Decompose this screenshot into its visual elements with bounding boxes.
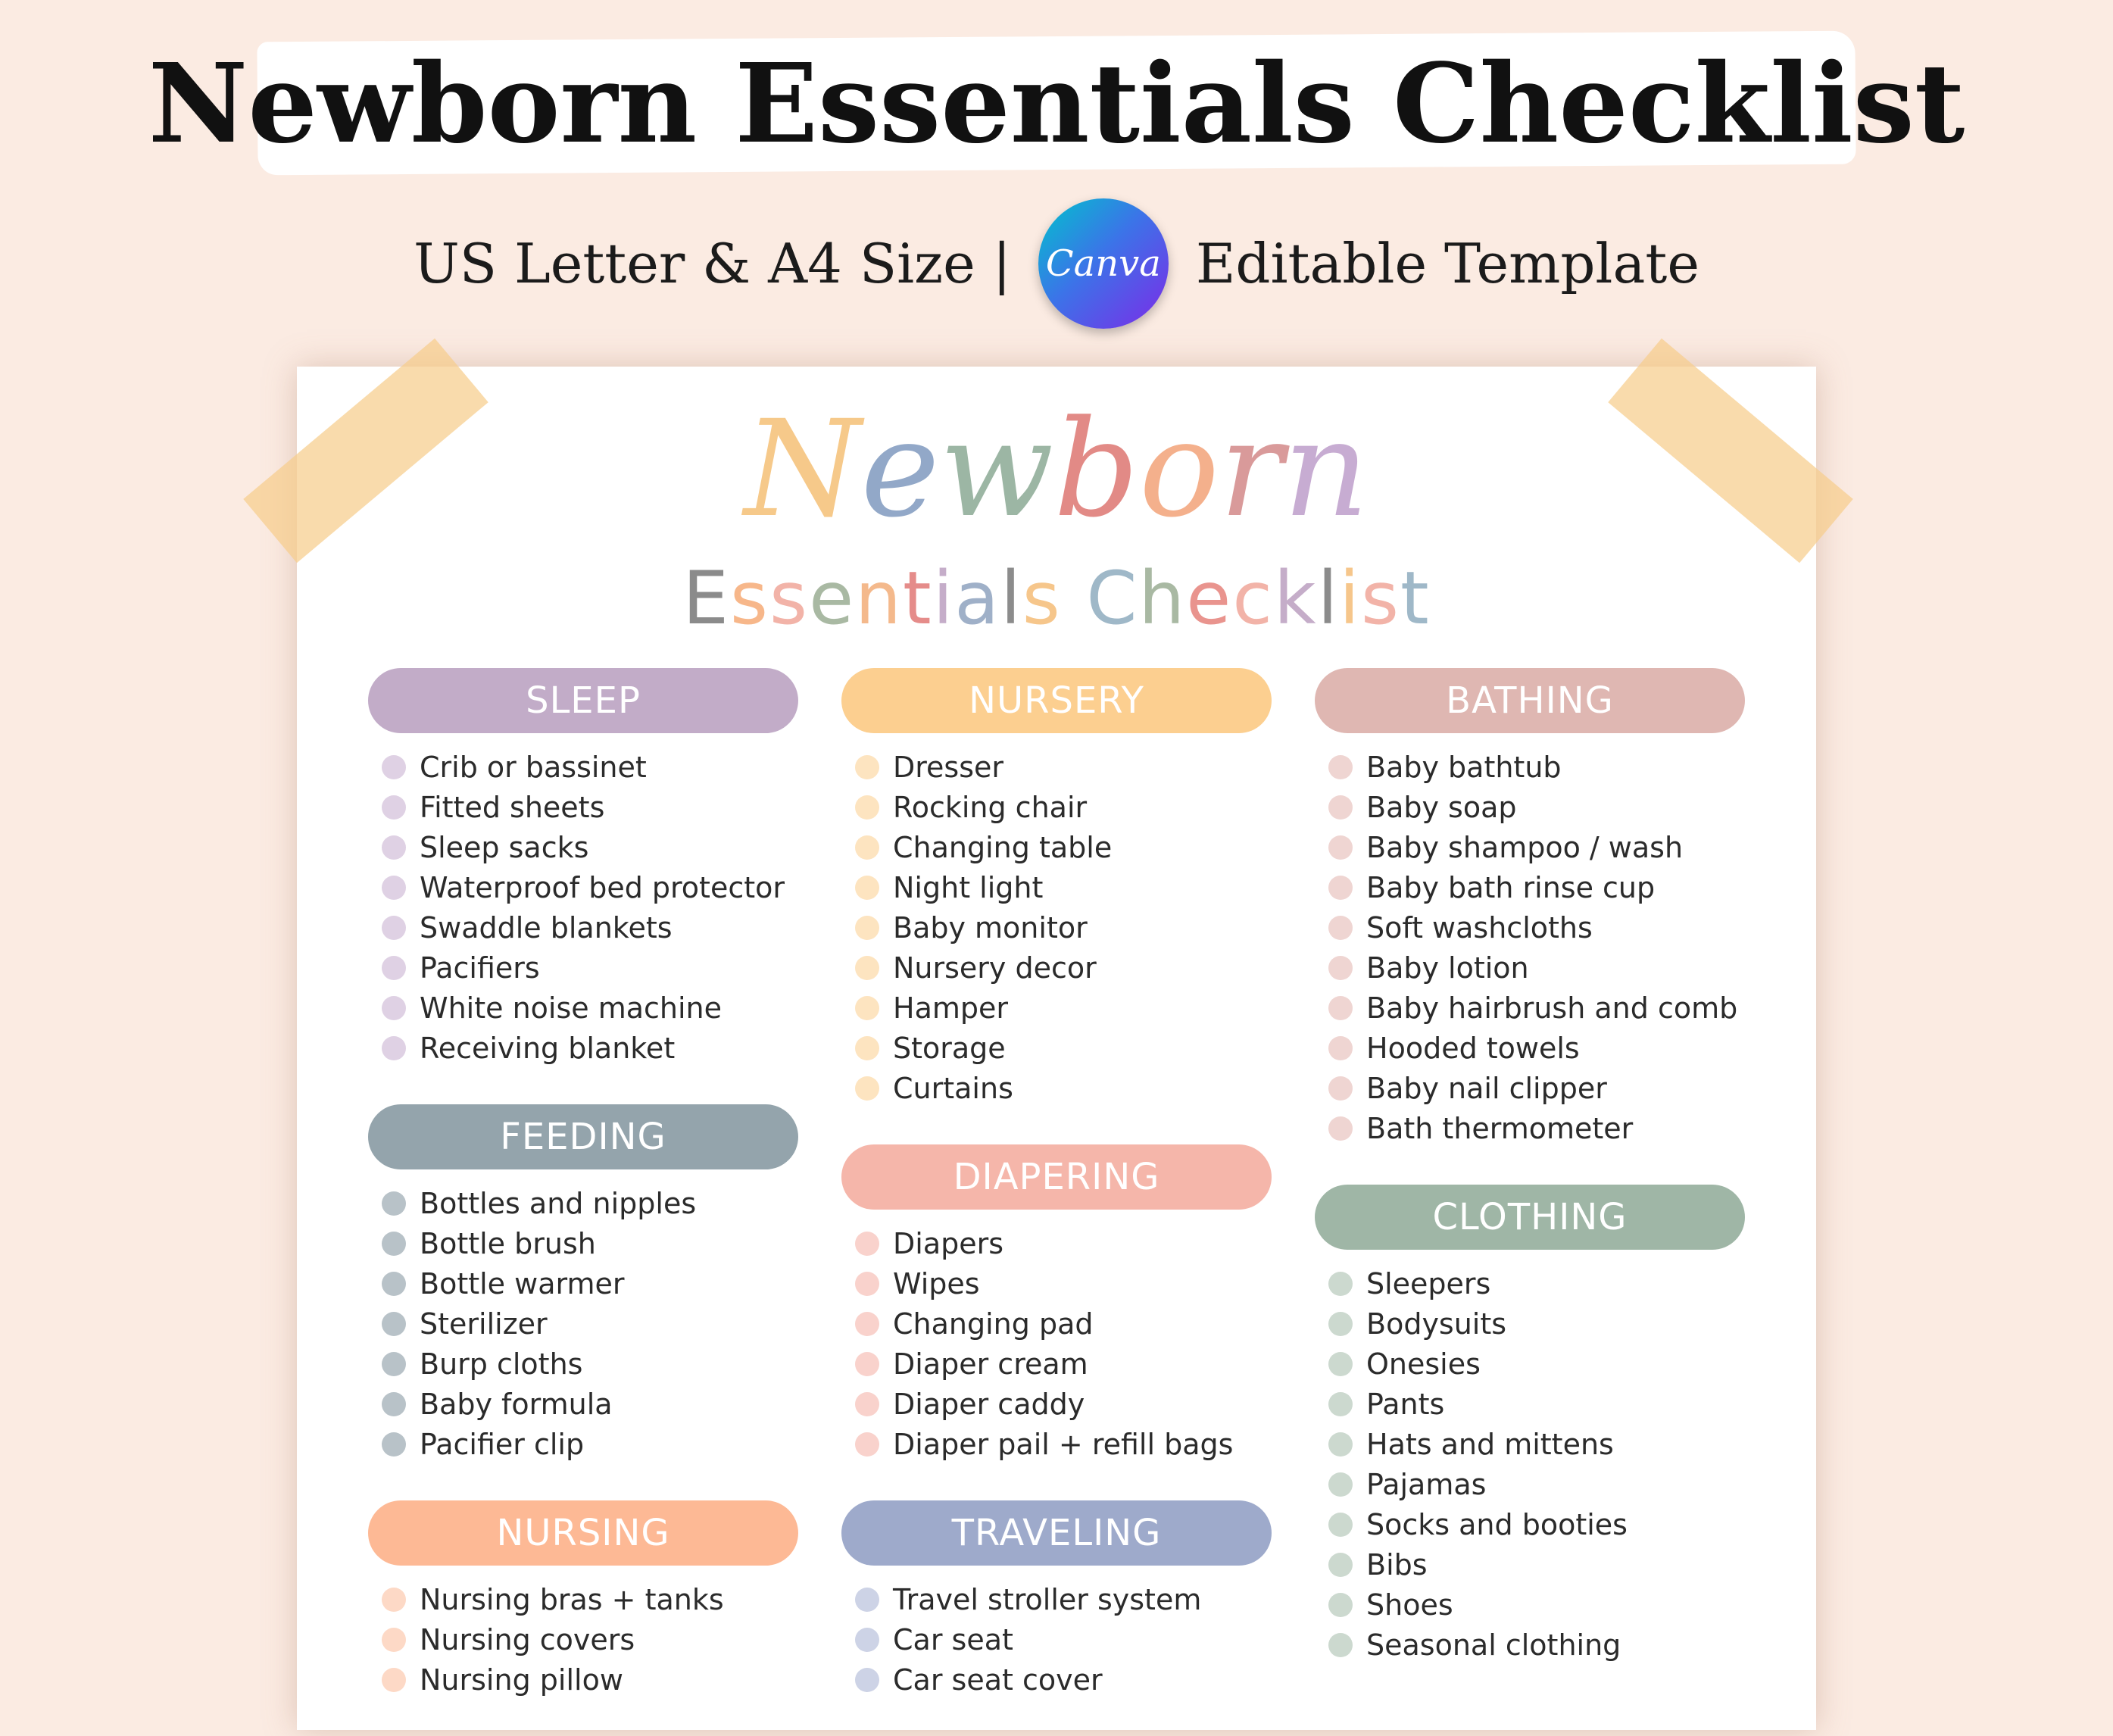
subtitle-row bbox=[0, 195, 2113, 332]
checklist-item-label: Bottle brush bbox=[420, 1226, 596, 1260]
checklist-item bbox=[855, 1579, 1272, 1619]
checkbox-circle-icon[interactable] bbox=[382, 1668, 406, 1692]
checklist-item-label: Changing table bbox=[893, 830, 1113, 864]
checkbox-circle-icon[interactable] bbox=[855, 835, 879, 860]
subtitle-letter: s bbox=[1360, 556, 1400, 641]
checklist-item-label: Burp cloths bbox=[420, 1347, 583, 1381]
checklist-item bbox=[382, 1579, 798, 1619]
checklist-item-label: Pacifiers bbox=[420, 951, 540, 985]
checklist-item-label: Seasonal clothing bbox=[1366, 1628, 1621, 1662]
checklist-item-label: Night light bbox=[893, 870, 1044, 904]
checkbox-circle-icon[interactable] bbox=[382, 1272, 406, 1296]
checklist-item-label: Shoes bbox=[1366, 1588, 1453, 1622]
checklist-item bbox=[382, 1304, 798, 1344]
checklist-items bbox=[1315, 747, 1745, 1148]
checklist-item bbox=[855, 1263, 1272, 1304]
checklist-item bbox=[1328, 1504, 1745, 1544]
checklist-item bbox=[1328, 1424, 1745, 1464]
script-title-letter: n bbox=[1283, 392, 1369, 547]
checkbox-circle-icon[interactable] bbox=[382, 755, 406, 779]
checkbox-circle-icon[interactable] bbox=[382, 795, 406, 820]
checklist-item bbox=[382, 988, 798, 1028]
subtitle-letter: n bbox=[855, 556, 903, 641]
section-traveling bbox=[841, 1500, 1272, 1700]
checklist-item-label: Baby bathtub bbox=[1366, 750, 1562, 784]
checklist-item bbox=[855, 867, 1272, 907]
checklist-item-label: Baby formula bbox=[420, 1387, 613, 1421]
checklist-item-label: Baby lotion bbox=[1366, 951, 1529, 985]
checkbox-circle-icon[interactable] bbox=[1328, 1352, 1353, 1376]
checklist-item bbox=[855, 1619, 1272, 1660]
checklist-item-label: Rocking chair bbox=[893, 790, 1088, 824]
checklist-item bbox=[1328, 827, 1745, 867]
checkbox-circle-icon[interactable] bbox=[382, 835, 406, 860]
checklist-items bbox=[368, 1579, 798, 1700]
checkbox-circle-icon[interactable] bbox=[855, 996, 879, 1020]
checklist-item bbox=[382, 1424, 798, 1464]
checkbox-circle-icon[interactable] bbox=[1328, 1593, 1353, 1617]
checklist-item-label: Nursing pillow bbox=[420, 1663, 623, 1697]
checklist-item-label: Nursing bras + tanks bbox=[420, 1582, 724, 1616]
checkbox-circle-icon[interactable] bbox=[382, 876, 406, 900]
checkbox-circle-icon[interactable] bbox=[855, 1036, 879, 1060]
checklist-item bbox=[1328, 1304, 1745, 1344]
subtitle-letter: e bbox=[809, 556, 856, 641]
subtitle-letter: C bbox=[1086, 556, 1139, 641]
checkbox-circle-icon[interactable] bbox=[855, 1668, 879, 1692]
checklist-item bbox=[855, 948, 1272, 988]
subtitle-letter: s bbox=[1022, 556, 1062, 641]
subtitle-letter bbox=[1062, 556, 1087, 641]
checklist-item-label: Hamper bbox=[893, 991, 1008, 1025]
checklist-items bbox=[841, 1223, 1272, 1464]
checklist-item bbox=[382, 1223, 798, 1263]
checkbox-circle-icon[interactable] bbox=[382, 1392, 406, 1416]
checklist-items bbox=[841, 1579, 1272, 1700]
checkbox-circle-icon[interactable] bbox=[1328, 1272, 1353, 1296]
checklist-item-label: Socks and booties bbox=[1366, 1507, 1628, 1541]
section-header-clothing: CLOTHING bbox=[1315, 1185, 1745, 1250]
checklist-item bbox=[382, 827, 798, 867]
checklist-item bbox=[382, 1263, 798, 1304]
canva-logo-icon: Canva bbox=[1038, 198, 1169, 329]
subtitle-letter: t bbox=[902, 556, 933, 641]
checkbox-circle-icon[interactable] bbox=[1328, 1513, 1353, 1537]
checklist-item-label: Soft washcloths bbox=[1366, 910, 1593, 944]
checkbox-circle-icon[interactable] bbox=[855, 1352, 879, 1376]
checkbox-circle-icon[interactable] bbox=[855, 1588, 879, 1612]
checklist-item bbox=[382, 747, 798, 787]
checklist-item-label: Diaper caddy bbox=[893, 1387, 1085, 1421]
checklist-item bbox=[1328, 1464, 1745, 1504]
checklist-item-label: Waterproof bed protector bbox=[420, 870, 785, 904]
checkbox-circle-icon[interactable] bbox=[855, 876, 879, 900]
checkbox-circle-icon[interactable] bbox=[382, 956, 406, 980]
checklist-item bbox=[382, 1384, 798, 1424]
checkbox-circle-icon[interactable] bbox=[855, 1232, 879, 1256]
checklist-item bbox=[382, 907, 798, 948]
section-header-nursery: NURSERY bbox=[841, 668, 1272, 733]
checkbox-circle-icon[interactable] bbox=[1328, 1432, 1353, 1457]
checkbox-circle-icon[interactable] bbox=[382, 1312, 406, 1336]
subtitle-letter: h bbox=[1138, 556, 1187, 641]
checklist-item bbox=[855, 827, 1272, 867]
checklist-item-label: Baby shampoo / wash bbox=[1366, 830, 1684, 864]
checklist-item bbox=[1328, 787, 1745, 827]
checklist-item-label: Bath thermometer bbox=[1366, 1111, 1634, 1145]
checklist-item-label: Travel stroller system bbox=[893, 1582, 1202, 1616]
checkbox-circle-icon[interactable] bbox=[1328, 1036, 1353, 1060]
checklist-item bbox=[382, 948, 798, 988]
checklist-item-label: Sleep sacks bbox=[420, 830, 589, 864]
checkbox-circle-icon[interactable] bbox=[1328, 755, 1353, 779]
checkbox-circle-icon[interactable] bbox=[855, 755, 879, 779]
subtitle-letter: s bbox=[730, 556, 770, 641]
checkbox-circle-icon[interactable] bbox=[382, 1628, 406, 1652]
checklist-item-label: Dresser bbox=[893, 750, 1004, 784]
section-feeding bbox=[368, 1104, 798, 1464]
checkbox-circle-icon[interactable] bbox=[382, 1036, 406, 1060]
checklist-items bbox=[368, 1183, 798, 1464]
checklist-item-label: Diapers bbox=[893, 1226, 1004, 1260]
checklist-items bbox=[368, 747, 798, 1068]
checklist-item bbox=[855, 988, 1272, 1028]
checklist-item-label: Sterilizer bbox=[420, 1307, 548, 1341]
checklist-item bbox=[382, 1344, 798, 1384]
checkbox-circle-icon[interactable] bbox=[855, 1432, 879, 1457]
checkbox-circle-icon[interactable] bbox=[382, 1232, 406, 1256]
subtitle-letter: k bbox=[1274, 556, 1318, 641]
script-title-letter: w bbox=[939, 392, 1054, 547]
checkbox-circle-icon[interactable] bbox=[1328, 1076, 1353, 1101]
checklist-item-label: Receiving blanket bbox=[420, 1031, 676, 1065]
checkbox-circle-icon[interactable] bbox=[382, 1588, 406, 1612]
checklist-item bbox=[1328, 1544, 1745, 1585]
checklist-item bbox=[1328, 1263, 1745, 1304]
section-bathing bbox=[1315, 668, 1745, 1148]
checkbox-circle-icon[interactable] bbox=[855, 1272, 879, 1296]
subtitle-letter: s bbox=[769, 556, 810, 641]
subtitle-letter: l bbox=[1317, 556, 1340, 641]
section-header-bathing: BATHING bbox=[1315, 668, 1745, 733]
checkbox-circle-icon[interactable] bbox=[855, 795, 879, 820]
checklist-item bbox=[382, 1660, 798, 1700]
checkbox-circle-icon[interactable] bbox=[382, 1191, 406, 1216]
checkbox-circle-icon[interactable] bbox=[1328, 1312, 1353, 1336]
checkbox-circle-icon[interactable] bbox=[1328, 795, 1353, 820]
checkbox-circle-icon[interactable] bbox=[1328, 916, 1353, 940]
section-sleep bbox=[368, 668, 798, 1068]
checkbox-circle-icon[interactable] bbox=[1328, 1116, 1353, 1141]
checkbox-circle-icon[interactable] bbox=[1328, 835, 1353, 860]
checklist-item bbox=[1328, 747, 1745, 787]
checkbox-circle-icon[interactable] bbox=[1328, 1633, 1353, 1657]
checkbox-circle-icon[interactable] bbox=[1328, 876, 1353, 900]
subtitle-letter: a bbox=[954, 556, 1001, 641]
section-nursery bbox=[841, 668, 1272, 1108]
checklist-item-label: Nursery decor bbox=[893, 951, 1097, 985]
section-clothing bbox=[1315, 1185, 1745, 1665]
checkbox-circle-icon[interactable] bbox=[855, 1076, 879, 1101]
section-header-diapering: DIAPERING bbox=[841, 1144, 1272, 1210]
checkbox-circle-icon[interactable] bbox=[855, 1312, 879, 1336]
checklist-item-label: Baby bath rinse cup bbox=[1366, 870, 1656, 904]
checklist-item bbox=[1328, 907, 1745, 948]
checklist-item bbox=[855, 747, 1272, 787]
checklist-item-label: Bottle warmer bbox=[420, 1266, 625, 1300]
checklist-item bbox=[1328, 988, 1745, 1028]
subtitle-letter: t bbox=[1400, 556, 1431, 641]
checkbox-circle-icon[interactable] bbox=[382, 1352, 406, 1376]
checklist-item-label: White noise machine bbox=[420, 991, 723, 1025]
checklist-item-label: Crib or bassinet bbox=[420, 750, 647, 784]
subtitle-letter: e bbox=[1186, 556, 1233, 641]
checklist-item bbox=[855, 787, 1272, 827]
checklist-item bbox=[1328, 948, 1745, 988]
checkbox-circle-icon[interactable] bbox=[1328, 956, 1353, 980]
subtitle-letter: i bbox=[1339, 556, 1361, 641]
script-title-letter: o bbox=[1139, 392, 1219, 547]
checklist-item bbox=[382, 867, 798, 907]
checklist-item-label: Bottles and nipples bbox=[420, 1186, 697, 1220]
checklist-item bbox=[1328, 1384, 1745, 1424]
checklist-item bbox=[855, 1028, 1272, 1068]
checklist-item-label: Wipes bbox=[893, 1266, 980, 1300]
checkbox-circle-icon[interactable] bbox=[382, 1432, 406, 1457]
checklist-item bbox=[1328, 1028, 1745, 1068]
checklist-item bbox=[382, 787, 798, 827]
checkbox-circle-icon[interactable] bbox=[1328, 1392, 1353, 1416]
subtitle-letter: l bbox=[1000, 556, 1022, 641]
subtitle-size-text: US Letter & A4 Size | bbox=[414, 232, 1011, 295]
subtitle-editable-text: Editable Template bbox=[1195, 232, 1699, 295]
checklist-item-label: Hats and mittens bbox=[1366, 1427, 1614, 1461]
checklist-item bbox=[855, 1424, 1272, 1464]
checklist-item bbox=[1328, 1625, 1745, 1665]
checklist-item-label: Car seat bbox=[893, 1622, 1013, 1656]
checklist-item-label: Fitted sheets bbox=[420, 790, 605, 824]
subtitle-letter: E bbox=[682, 556, 731, 641]
checkbox-circle-icon[interactable] bbox=[855, 916, 879, 940]
section-header-nursing: NURSING bbox=[368, 1500, 798, 1566]
checklist-item-label: Pants bbox=[1366, 1387, 1445, 1421]
checkbox-circle-icon[interactable] bbox=[855, 1628, 879, 1652]
checklist-item-label: Bodysuits bbox=[1366, 1307, 1507, 1341]
checklist-item-label: Swaddle blankets bbox=[420, 910, 673, 944]
checklist-item-label: Storage bbox=[893, 1031, 1006, 1065]
sheet-subtitle bbox=[0, 553, 2113, 644]
checklist-item bbox=[855, 1068, 1272, 1108]
section-diapering bbox=[841, 1144, 1272, 1464]
checklist-item bbox=[1328, 1108, 1745, 1148]
section-header-traveling: TRAVELING bbox=[841, 1500, 1272, 1566]
checklist-item bbox=[1328, 867, 1745, 907]
checklist-item-label: Pajamas bbox=[1366, 1467, 1487, 1501]
checkbox-circle-icon[interactable] bbox=[1328, 1553, 1353, 1577]
checkbox-circle-icon[interactable] bbox=[382, 996, 406, 1020]
checklist-item-label: Changing pad bbox=[893, 1307, 1094, 1341]
checklist-item-label: Diaper cream bbox=[893, 1347, 1088, 1381]
checklist-item bbox=[382, 1619, 798, 1660]
checklist-item-label: Nursing covers bbox=[420, 1622, 635, 1656]
script-title-letter: e bbox=[860, 392, 940, 547]
checklist-items bbox=[1315, 1263, 1745, 1665]
checklist-item bbox=[1328, 1344, 1745, 1384]
checklist-item-label: Baby hairbrush and comb bbox=[1366, 991, 1738, 1025]
checkbox-circle-icon[interactable] bbox=[1328, 996, 1353, 1020]
checkbox-circle-icon[interactable] bbox=[382, 916, 406, 940]
checklist-item-label: Hooded towels bbox=[1366, 1031, 1580, 1065]
checklist-item-label: Pacifier clip bbox=[420, 1427, 585, 1461]
page-title: Newborn Essentials Checklist bbox=[148, 39, 1965, 167]
checklist-item-label: Bibs bbox=[1366, 1547, 1428, 1581]
checklist-item bbox=[855, 1344, 1272, 1384]
checklist-item bbox=[1328, 1585, 1745, 1625]
checklist-item-label: Diaper pail + refill bags bbox=[893, 1427, 1234, 1461]
section-header-feeding: FEEDING bbox=[368, 1104, 798, 1169]
section-header-sleep: SLEEP bbox=[368, 668, 798, 733]
checklist-item-label: Curtains bbox=[893, 1071, 1013, 1105]
checklist-column-2 bbox=[841, 668, 1272, 1736]
checklist-item-label: Sleepers bbox=[1366, 1266, 1491, 1300]
checklist-item bbox=[855, 1304, 1272, 1344]
checkbox-circle-icon[interactable] bbox=[855, 956, 879, 980]
checklist-column-3 bbox=[1315, 668, 1745, 1701]
checklist-column-1 bbox=[368, 668, 798, 1736]
checklist-item-label: Onesies bbox=[1366, 1347, 1481, 1381]
checklist-item bbox=[855, 1660, 1272, 1700]
checklist-item bbox=[855, 907, 1272, 948]
checklist-item-label: Baby monitor bbox=[893, 910, 1088, 944]
sheet-script-title bbox=[0, 379, 2113, 560]
script-title-letter: r bbox=[1219, 392, 1284, 547]
checklist-item bbox=[1328, 1068, 1745, 1108]
section-nursing bbox=[368, 1500, 798, 1700]
checklist-item bbox=[855, 1384, 1272, 1424]
checkbox-circle-icon[interactable] bbox=[855, 1392, 879, 1416]
subtitle-letter: i bbox=[932, 556, 955, 641]
checklist-item-label: Baby nail clipper bbox=[1366, 1071, 1607, 1105]
checklist-item-label: Baby soap bbox=[1366, 790, 1517, 824]
script-title-letter: b bbox=[1053, 392, 1139, 547]
checklist-item bbox=[855, 1223, 1272, 1263]
checkbox-circle-icon[interactable] bbox=[1328, 1472, 1353, 1497]
checklist-item-label: Car seat cover bbox=[893, 1663, 1103, 1697]
checklist-items bbox=[841, 747, 1272, 1108]
checklist-item bbox=[382, 1183, 798, 1223]
subtitle-letter: c bbox=[1232, 556, 1275, 641]
checklist-item bbox=[382, 1028, 798, 1068]
script-title-letter: N bbox=[744, 392, 861, 547]
